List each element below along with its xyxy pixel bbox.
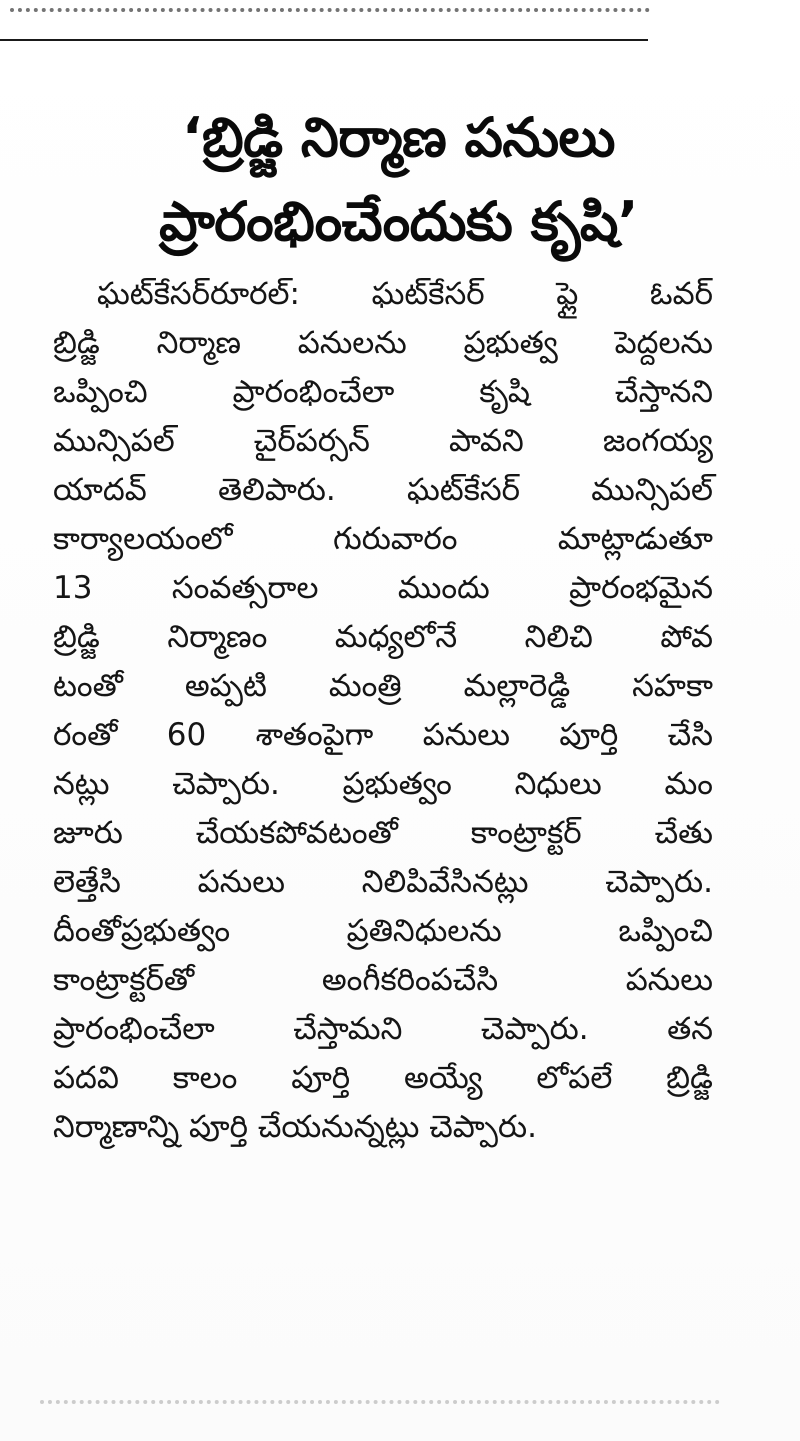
article-line: ఘట్‌కేసర్‌రూరల్: ఘట్‌కేసర్ ఫ్లై ఓవర్	[97, 276, 713, 312]
article-line: బ్రిడ్జి నిర్మాణం మధ్యలోనే నిలిచి పోవ	[53, 619, 713, 655]
headline-line-2: ప్రారంభించేందుకు కృషి’	[159, 190, 638, 254]
article-line: మున్సిపల్ చైర్‌పర్సన్ పావని జంగయ్య	[53, 423, 713, 459]
article-line: బ్రిడ్జి నిర్మాణ పనులను ప్రభుత్వ పెద్దలను	[53, 325, 713, 361]
article-line: ప్రారంభించేలా చేస్తామని చెప్పారు. తన	[53, 1011, 713, 1047]
article-line: జూరు చేయకపోవటంతో కాంట్రాక్టర్ చేతు	[53, 815, 713, 851]
article-line: నిర్మాణాన్ని పూర్తి చేయనున్నట్లు చెప్పారు.	[53, 1109, 537, 1145]
article-line: కాంట్రాక్టర్‌తో అంగీకరింపచేసి పనులు	[53, 962, 713, 998]
article-line: లెత్తేసి పనులు నిలిపివేసినట్లు చెప్పారు.	[53, 864, 713, 900]
article-body	[53, 270, 713, 1152]
article-line: 13 సంవత్సరాల ముందు ప్రారంభమైన	[53, 570, 713, 606]
headline-line-1: ‘బ్రిడ్జి నిర్మాణ పనులు	[182, 106, 615, 170]
headline	[86, 96, 711, 264]
article-line: దీంతోప్రభుత్వం ప్రతినిధులను ఒప్పించి	[53, 913, 713, 949]
article-line: టంతో అప్పటి మంత్రి మల్లారెడ్డి సహకా	[53, 668, 713, 704]
cut-text-strip	[10, 0, 650, 12]
article-line: కార్యాలయంలో గురువారం మాట్లాడుతూ	[53, 521, 713, 557]
column-divider	[0, 39, 648, 41]
article-line: పదవి కాలం పూర్తి అయ్యే లోపలే బ్రిడ్జి	[53, 1060, 713, 1096]
article-line: రంతో 60 శాతంపైగా పనులు పూర్తి చేసి	[53, 717, 713, 753]
article-line: యాదవ్ తెలిపారు. ఘట్‌కేసర్ మున్సిపల్	[53, 472, 713, 508]
article-line: నట్లు చెప్పారు. ప్రభుత్వం నిధులు మం	[53, 766, 713, 802]
article-line: ఒప్పించి ప్రారంభించేలా కృషి చేస్తానని	[53, 374, 713, 410]
cut-text-strip-bottom	[40, 1400, 720, 1434]
